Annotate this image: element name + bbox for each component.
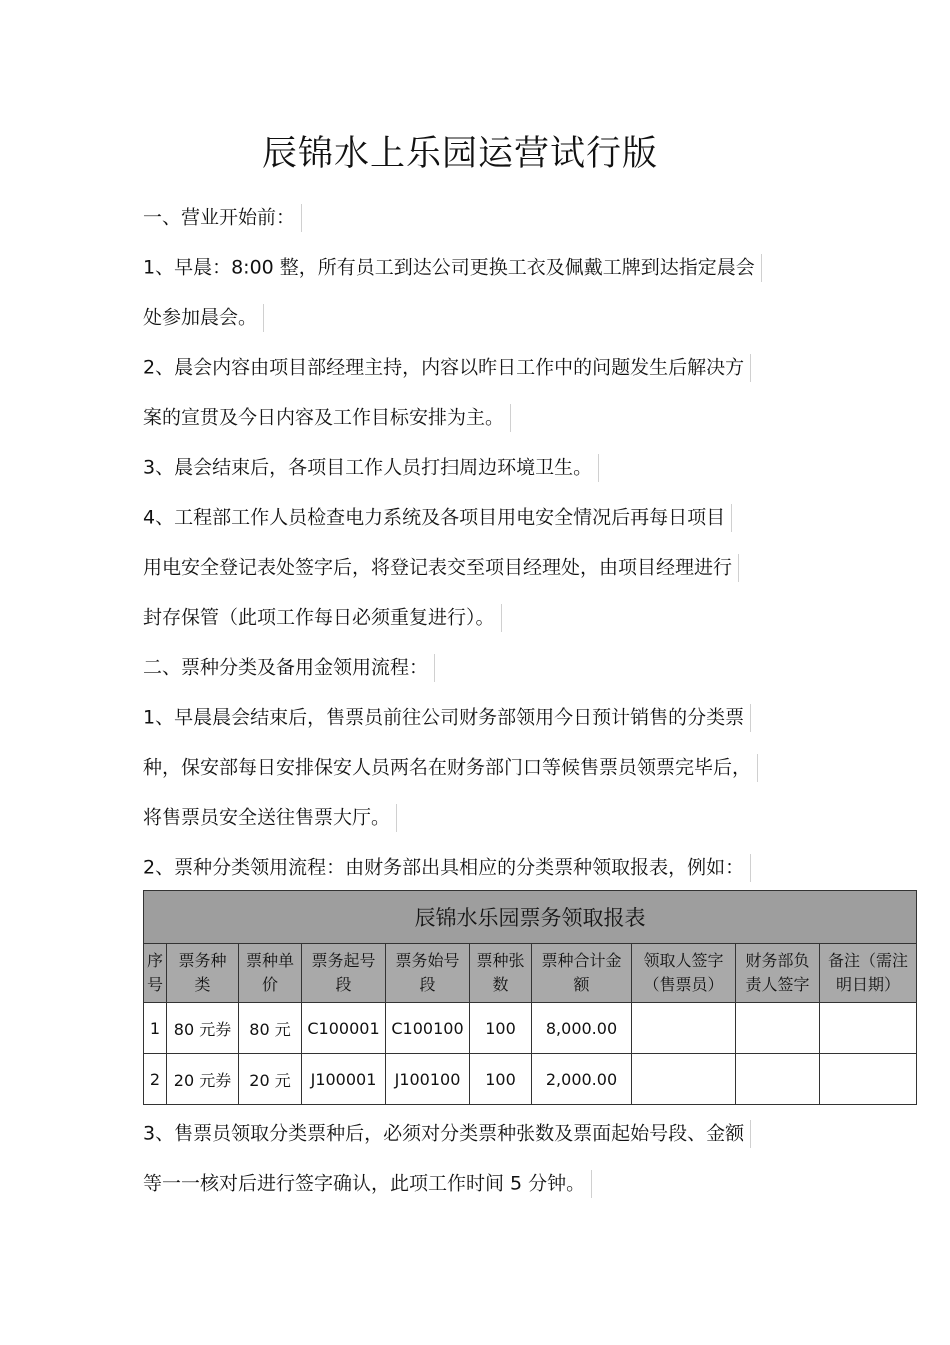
table-cell: C100100	[386, 1003, 470, 1054]
paragraph: 封存保管（此项工作每日必须重复进行）。	[143, 604, 502, 632]
table-cell	[736, 1054, 820, 1105]
table-cell: J100100	[386, 1054, 470, 1105]
table-cell: 20 元	[239, 1054, 302, 1105]
paragraph: 3、晨会结束后，各项目工作人员打扫周边环境卫生。	[143, 454, 599, 482]
column-header: 票种张 数	[470, 944, 532, 1003]
table-cell: 2,000.00	[532, 1054, 632, 1105]
table-cell	[820, 1054, 917, 1105]
table-cell: 80 元券	[167, 1003, 239, 1054]
table-cell: 2	[144, 1054, 167, 1105]
table-row	[144, 1054, 917, 1105]
column-header: 票务始号 段	[386, 944, 470, 1003]
column-header: 领取人签字 （售票员）	[632, 944, 736, 1003]
table-cell: 100	[470, 1003, 532, 1054]
column-header: 备注（需注 明日期）	[820, 944, 917, 1003]
paragraph: 1、早晨晨会结束后，售票员前往公司财务部领用今日预计销售的分类票	[143, 704, 751, 732]
table-cell: 100	[470, 1054, 532, 1105]
table-cell	[632, 1003, 736, 1054]
section-heading-2: 二、票种分类及备用金领用流程：	[143, 654, 435, 682]
paragraph: 4、工程部工作人员检查电力系统及各项目用电安全情况后再每日项目	[143, 504, 732, 532]
paragraph: 等一一核对后进行签字确认，此项工作时间 5 分钟。	[143, 1170, 592, 1198]
table-cell: C100001	[302, 1003, 386, 1054]
column-header: 票务起号 段	[302, 944, 386, 1003]
paragraph: 案的宣贯及今日内容及工作目标安排为主。	[143, 404, 511, 432]
table-cell: J100001	[302, 1054, 386, 1105]
table-cell: 1	[144, 1003, 167, 1054]
table-cell: 8,000.00	[532, 1003, 632, 1054]
table-cell: 20 元券	[167, 1054, 239, 1105]
table-header-row	[144, 944, 917, 1003]
paragraph: 2、票种分类领用流程：由财务部出具相应的分类票种领取报表，例如：	[143, 854, 751, 882]
paragraph: 种，保安部每日安排保安人员两名在财务部门口等候售票员领票完毕后，	[143, 754, 758, 782]
document-title: 辰锦水上乐园运营试行版	[261, 134, 658, 174]
table-row	[144, 1003, 917, 1054]
paragraph: 将售票员安全送往售票大厅。	[143, 804, 397, 832]
ticket-report-table	[143, 890, 917, 1105]
table-caption: 辰锦水乐园票务领取报表	[144, 891, 917, 944]
paragraph: 3、售票员领取分类票种后，必须对分类票种张数及票面起始号段、金额	[143, 1120, 751, 1148]
column-header: 序 号	[144, 944, 167, 1003]
paragraph: 1、早晨：8:00 整，所有员工到达公司更换工衣及佩戴工牌到达指定晨会	[143, 254, 762, 282]
table-cell	[736, 1003, 820, 1054]
section-heading-1: 一、营业开始前：	[143, 204, 302, 232]
table-cell: 80 元	[239, 1003, 302, 1054]
table-cell	[632, 1054, 736, 1105]
column-header: 票种合计金 额	[532, 944, 632, 1003]
paragraph: 用电安全登记表处签字后，将登记表交至项目经理处，由项目经理进行	[143, 554, 739, 582]
column-header: 票种单 价	[239, 944, 302, 1003]
paragraph: 处参加晨会。	[143, 304, 264, 332]
column-header: 票务种 类	[167, 944, 239, 1003]
paragraph: 2、晨会内容由项目部经理主持，内容以昨日工作中的问题发生后解决方	[143, 354, 751, 382]
column-header: 财务部负 责人签字	[736, 944, 820, 1003]
table-cell	[820, 1003, 917, 1054]
